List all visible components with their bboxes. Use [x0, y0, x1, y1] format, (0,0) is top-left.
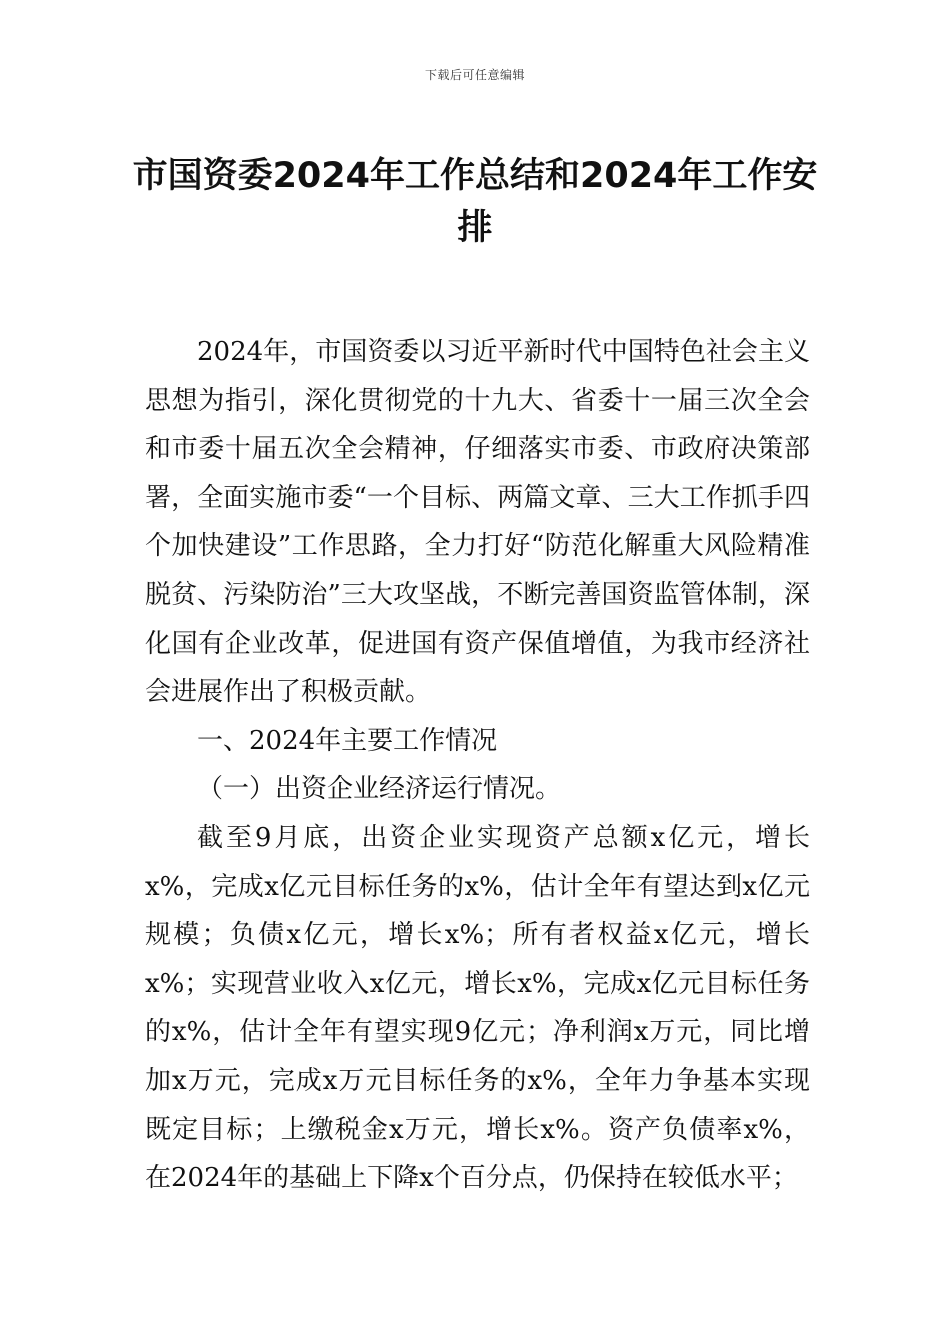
subsection-heading: （一）出资企业经济运行情况。: [197, 774, 562, 805]
page-header-note: 下载后可任意编辑: [424, 68, 525, 82]
section-heading: 一、2024年主要工作情况: [197, 725, 498, 756]
body-paragraph: 截至9月底，出资企业实现资产总额x亿元，增长x%，完成x亿元目标任务的x%，估计全年有望达到x亿元规模；负债x亿元，增长x%；所有者权益x亿元，增长x%；实现营业收入x亿元，增长x%，完成x亿元目标任务的x%，估计全年有望实现9亿元；净利润x万元，同比增加x万元，完成x万元目标任务的x%，全年力争基本实现既定目标；上缴税金x万元，增长x%。资产负债率x%，在2024年的基础上下降x个百分点，仍保持在较低水平；: [145, 822, 810, 1194]
document-body: [145, 328, 810, 1203]
intro-paragraph: 2024年，市国资委以习近平新时代中国特色社会主义思想为指引，深化贯彻党的十九大、省委十一届三次全会和市委十届五次全会精神，仔细落实市委、市政府决策部署，全面实施市委“一个目标、两篇文章、三大工作抓手四个加快建设”工作思路，全力打好“防范化解重大风险精准脱贫、污染防治”三大攻坚战，不断完善国资监管体制，深化国有企业改革，促进国有资产保值增值，为我市经济社会进展作出了积极贡献。: [145, 337, 810, 708]
document-title: 市国资委2024年工作总结和2024年工作安排: [132, 156, 818, 248]
